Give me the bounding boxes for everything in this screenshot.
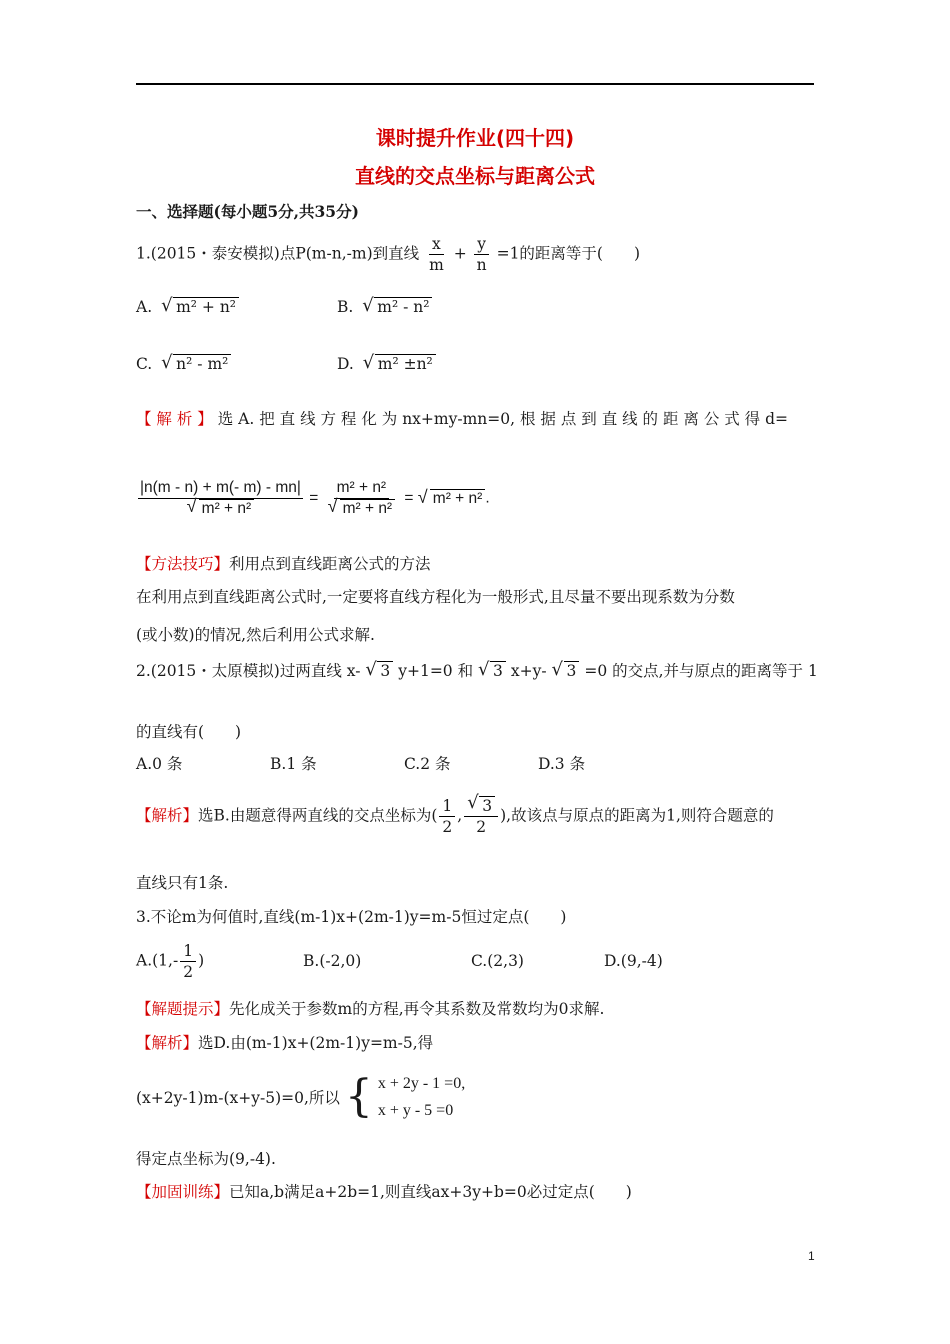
q1-tip-tag: 【方法技巧】 <box>136 555 230 573</box>
q1-fraction-y-n <box>474 234 490 275</box>
q1-option-c-sqrt <box>161 355 231 373</box>
q1-stem-pre: 1.(2015・泰安模拟)点P(m-n,-m)到直线 <box>136 244 420 263</box>
q1-option-b-sqrt <box>362 298 432 316</box>
q3-option-b: B.(-2,0) <box>303 952 362 970</box>
q2-comma: , <box>457 806 463 825</box>
q2-radicand-a: 3 <box>377 661 393 680</box>
q1-formula-num-1: |n(m - n) + m(- m) - mn| <box>138 478 303 499</box>
q2-sqrt3-a <box>365 662 393 680</box>
q3-solution-tag: 【解析】 <box>136 1034 199 1052</box>
q3-option-a <box>136 941 204 982</box>
q2-frac-root3-half <box>464 796 498 837</box>
q2-root3-den: 2 <box>476 818 487 836</box>
q2-root3-radicand: 3 <box>479 796 495 815</box>
q1-solution-text: 选 A. 把 直 线 方 程 化 为 nx+my-mn=0, 根 据 点 到 直 线 的 距 离 公 式 得 d= <box>217 410 789 428</box>
q1-option-c-label: C. <box>136 355 153 373</box>
q1-option-a-label: A. <box>136 298 153 316</box>
q1-option-b-label: B. <box>337 298 354 316</box>
q1-stem <box>136 234 640 275</box>
q3-system-pre: (x+2y-1)m-(x+y-5)=0,所以 <box>136 1089 340 1107</box>
q2-radicand-b: 3 <box>490 661 506 680</box>
q1-formula-den-2-wrap <box>325 499 399 519</box>
q2-solution-tag: 【解析】 <box>136 806 199 825</box>
q1-frac1-den: m <box>429 256 444 274</box>
q3-option-a-pre: A.(1,- <box>136 951 179 970</box>
q2-option-c: C.2 条 <box>404 755 451 773</box>
q1-tip-title: 利用点到直线距离公式的方法 <box>229 555 431 573</box>
q3-option-d: D.(9,-4) <box>604 952 663 970</box>
q3-hint-text: 先化成关于参数m的方程,再令其系数及常数均为0求解. <box>229 1000 605 1018</box>
q2-paren-open: ( <box>431 806 438 825</box>
q1-option-a-sqrt <box>161 298 239 316</box>
q3-training <box>136 1180 632 1202</box>
q3-solution-text: 选D.由(m-1)x+(2m-1)y=m-5,得 <box>198 1034 434 1052</box>
q3-system-eq-2: x + y - 5 =0 <box>377 1102 454 1119</box>
q3-option-a-den: 2 <box>183 963 194 981</box>
q1-formula-eq-1: = <box>309 489 319 507</box>
q2-option-b: B.1 条 <box>270 755 317 773</box>
q2-stem-a: 2.(2015・太原模拟)过两直线 x- <box>136 662 361 680</box>
q1-formula-result: m² + n² <box>430 489 486 507</box>
q1-fraction-x-m <box>426 234 447 275</box>
q1-option-d-radicand: m² ±n² <box>375 354 436 373</box>
q2-option-a: A.0 条 <box>136 755 183 773</box>
page-number: 1 <box>808 1249 815 1263</box>
q2-sqrt3-c <box>552 662 580 680</box>
q1-option-c-radicand: n² - m² <box>173 354 231 373</box>
q1-option-b-radicand: m² - n² <box>374 297 432 316</box>
q1-option-a-radicand: m² + n² <box>173 297 239 316</box>
header-rule <box>136 83 814 85</box>
q1-formula-result-sqrt <box>418 490 486 508</box>
q1-formula-eq-2: = <box>404 489 414 507</box>
q1-solution-tag: 【 解 析 】 <box>136 410 213 428</box>
q1-plus: + <box>453 244 467 263</box>
q1-frac1-num: x <box>429 234 444 255</box>
q1-formula-den-2-sqrt <box>328 499 396 519</box>
q3-hint-tag: 【解题提示】 <box>136 1000 230 1018</box>
q1-formula-num-2: m² + n² <box>334 478 390 499</box>
q1-formula-den-2: m² + n² <box>340 499 396 517</box>
q1-frac2-num: y <box>474 234 489 255</box>
q3-system-equations <box>378 1070 465 1124</box>
q2-solution-a: 选B.由题意得两直线的交点坐标为 <box>198 806 432 825</box>
q2-solution-b: 故该点与原点的距离为1,则符合题意的 <box>511 806 774 825</box>
q2-stem-line-2: 的直线有( ) <box>136 723 242 741</box>
q3-option-a-frac <box>180 941 196 982</box>
q3-training-text: 已知a,b满足a+2b=1,则直线ax+3y+b=0必过定点( ) <box>229 1183 632 1201</box>
q2-half-den: 2 <box>442 818 453 836</box>
q2-paren-close: ), <box>500 806 512 825</box>
q1-option-d <box>337 355 436 373</box>
q2-solution-line-2: 直线只有1条. <box>136 874 229 892</box>
q1-option-b <box>337 298 432 316</box>
q1-frac2-den: n <box>476 256 487 274</box>
q3-brace: { <box>344 1071 373 1122</box>
q3-solution <box>136 1031 433 1053</box>
q3-option-a-num: 1 <box>180 941 196 962</box>
title-line-2: 直线的交点坐标与距离公式 <box>355 164 595 188</box>
q2-stem-b: y+1=0 和 <box>398 662 474 680</box>
q1-formula-den-1-sqrt <box>187 499 255 519</box>
q3-system-eq-1: x + 2y - 1 =0, <box>377 1075 466 1092</box>
q1-formula-den-1-wrap <box>184 499 258 519</box>
q1-formula-frac-2 <box>325 478 399 519</box>
q1-method-tip <box>136 552 431 574</box>
q1-formula-den-1: m² + n² <box>199 499 255 517</box>
q3-option-c: C.(2,3) <box>471 952 524 970</box>
q1-option-d-sqrt <box>363 355 436 373</box>
q1-stem-post: =1的距离等于( ) <box>496 244 641 263</box>
q3-result: 得定点坐标为(9,-4). <box>136 1150 276 1168</box>
q1-tip-line-1: 在利用点到直线距离公式时,一定要将直线方程化为一般形式,且尽量不要出现系数为分数 <box>136 588 735 606</box>
q2-radicand-c: 3 <box>564 661 580 680</box>
q1-tip-line-2: (或小数)的情况,然后利用公式求解. <box>136 626 375 644</box>
q2-solution <box>136 796 774 837</box>
q2-frac-half <box>439 796 455 837</box>
q1-option-c <box>136 355 231 373</box>
q1-option-a <box>136 298 239 316</box>
q2-half-num: 1 <box>439 796 455 817</box>
q2-root3-num <box>464 796 498 817</box>
q3-hint <box>136 997 604 1019</box>
q2-sqrt3-b <box>478 662 506 680</box>
q2-root3-sqrt <box>467 796 495 816</box>
q1-option-d-label: D. <box>337 355 354 373</box>
q1-distance-formula <box>136 478 490 519</box>
q3-option-a-post: ) <box>198 951 205 970</box>
title-line-1: 课时提升作业(四十四) <box>375 126 575 150</box>
section-heading: 一、选择题(每小题5分,共35分) <box>136 202 359 221</box>
q1-solution <box>136 407 788 429</box>
q3-training-tag: 【加固训练】 <box>136 1183 230 1201</box>
q2-stem <box>136 659 818 681</box>
q2-stem-c: x+y- <box>510 662 547 680</box>
q2-option-d: D.3 条 <box>538 755 586 773</box>
q1-formula-period: . <box>485 489 490 507</box>
q1-formula-frac-1 <box>138 478 303 519</box>
q3-stem: 3.不论m为何值时,直线(m-1)x+(2m-1)y=m-5恒过定点( ) <box>136 908 567 926</box>
q3-system <box>136 1070 465 1124</box>
q2-stem-d: =0 的交点,并与原点的距离等于 1 <box>584 662 818 680</box>
